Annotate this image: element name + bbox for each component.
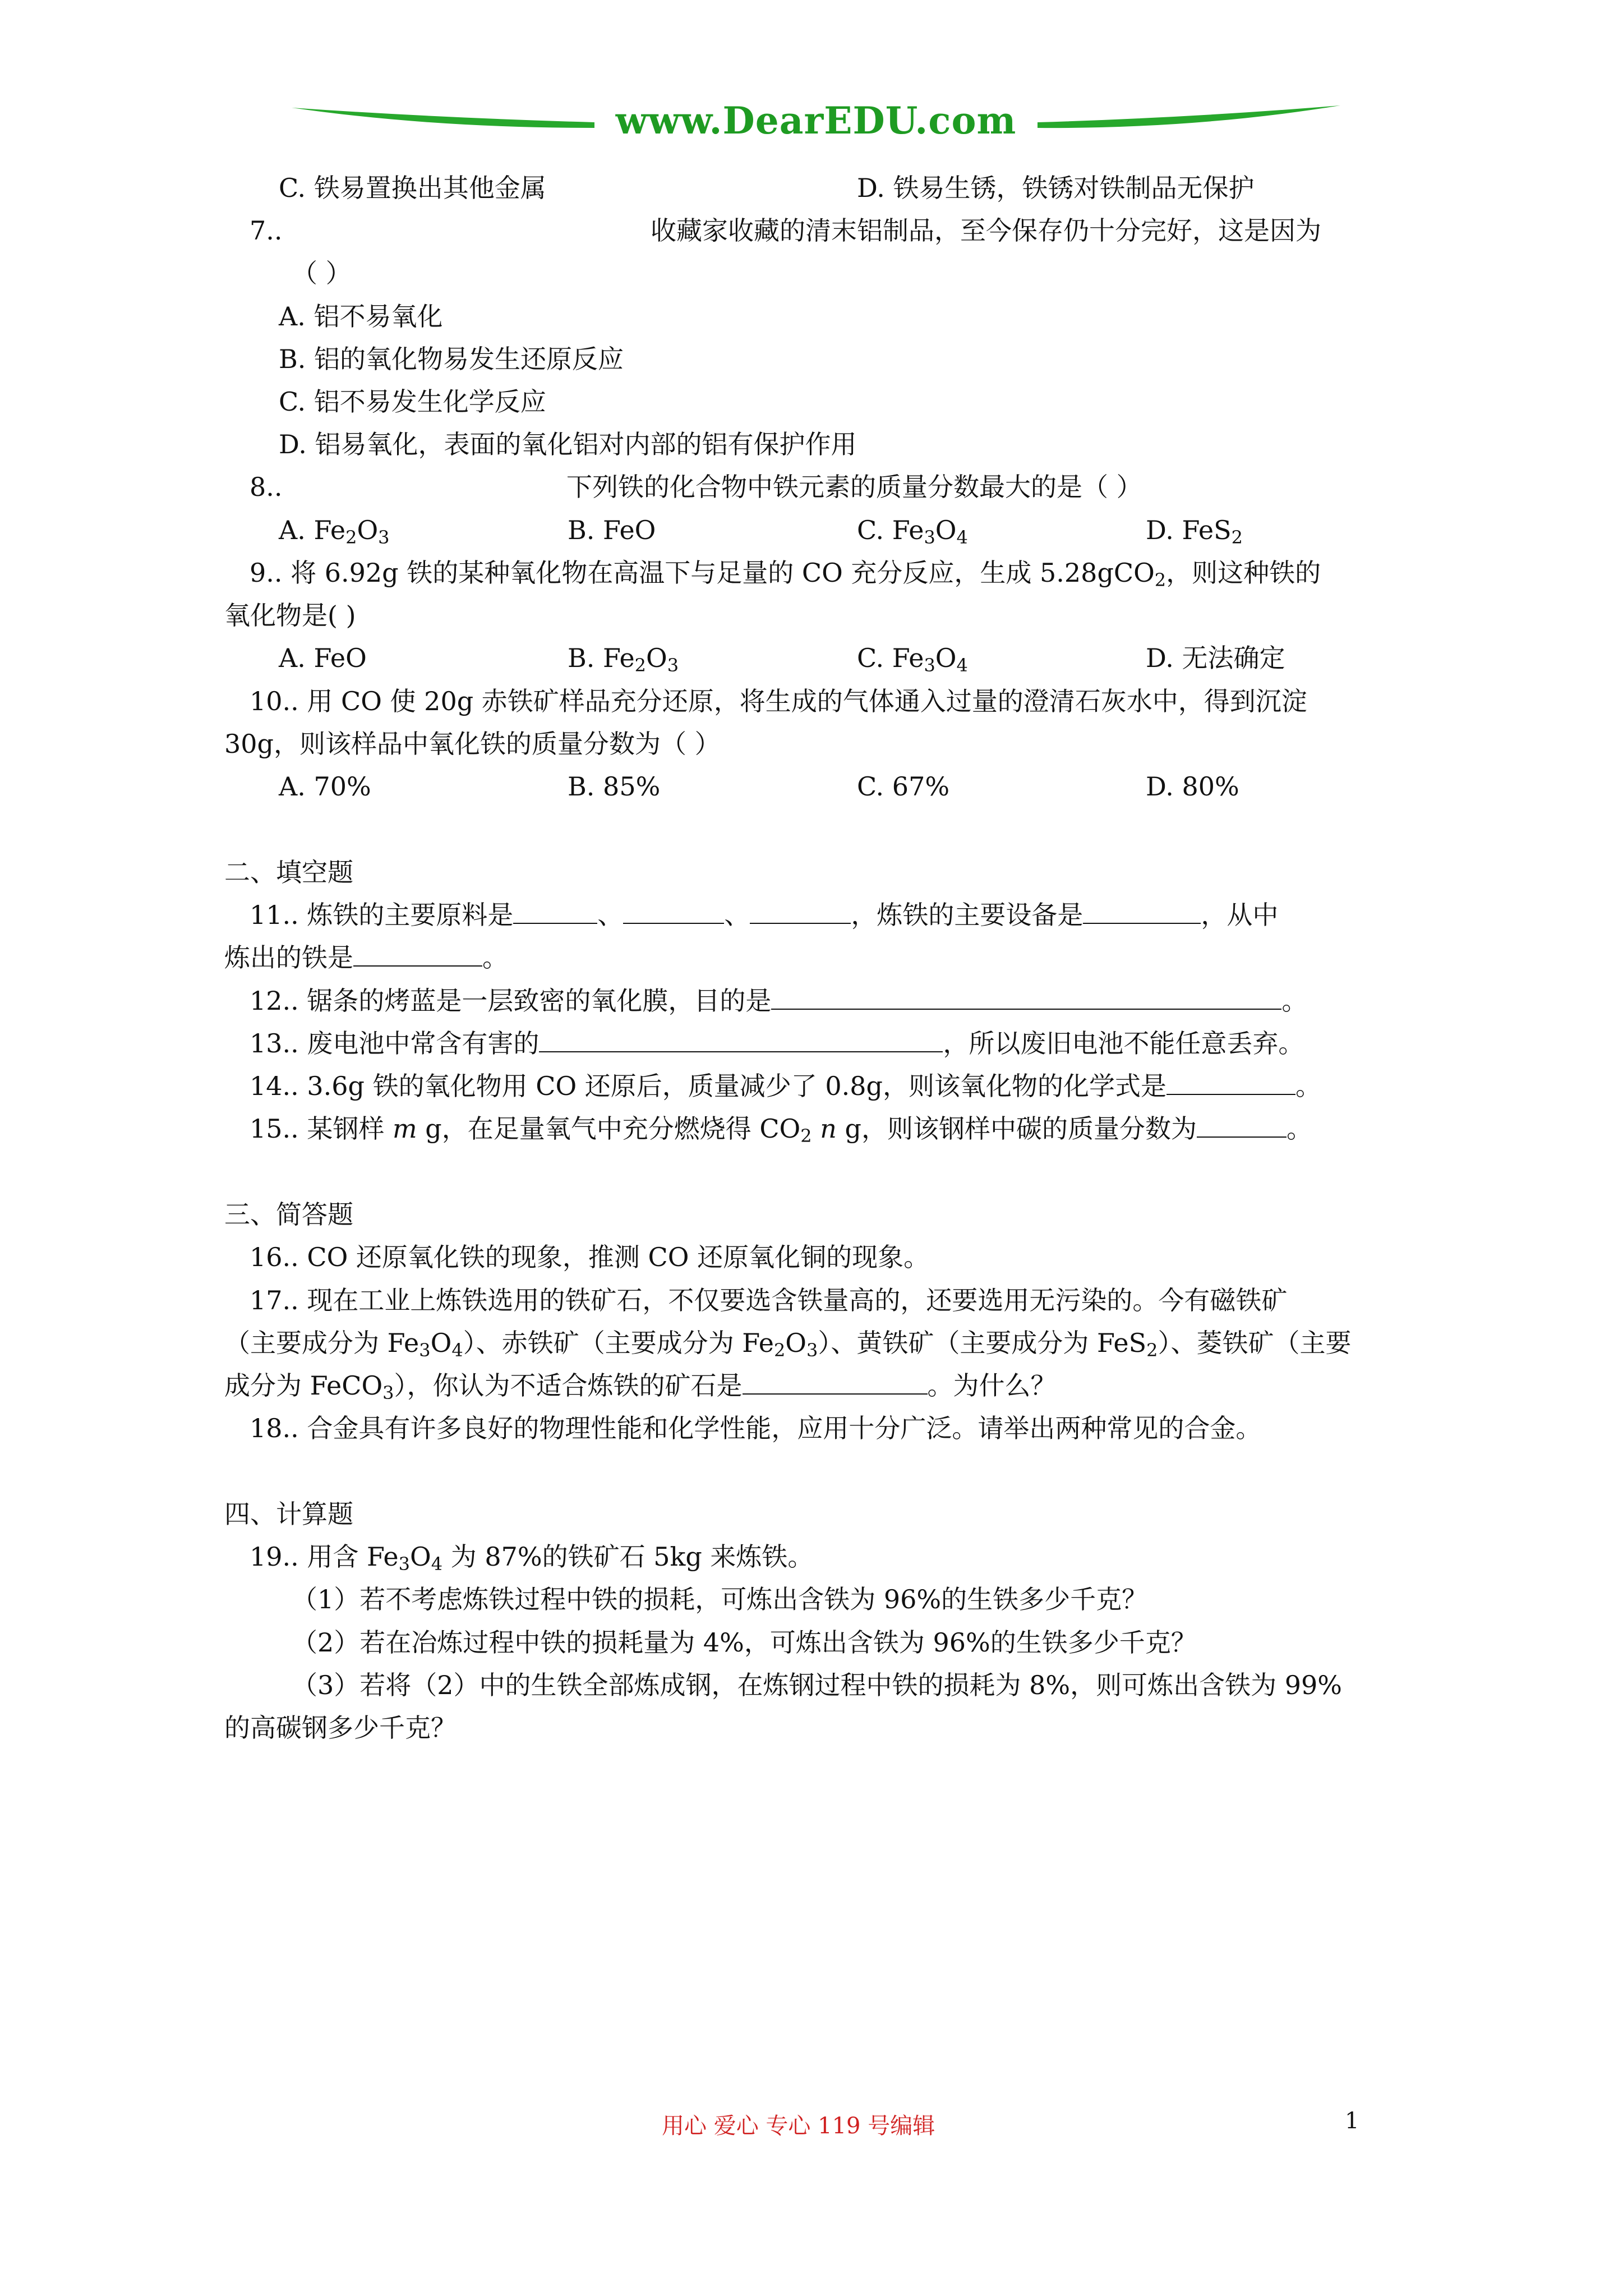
q19-sub3-line1: （3）若将（2）中的生铁全部炼成钢，在炼钢过程中铁的损耗为 8%，则可炼出含铁为 99%: [292, 1670, 1342, 1700]
q9-option-c: C. $Fe_3O_4$: [857, 643, 968, 676]
q8-number: 8..: [250, 472, 283, 502]
q19-sub2: （2）若在冶炼过程中铁的损耗量为 4%，可炼出含铁为 96%的生铁多少千克？: [292, 1627, 1197, 1658]
q10-option-d: D. 80%: [1146, 771, 1239, 802]
section-calculation-heading: 四、计算题: [224, 1499, 353, 1529]
q7-option-d: D. 铝易氧化，表面的氧化铝对内部的铝有保护作用: [279, 429, 857, 459]
page-number: 1: [1345, 2108, 1359, 2134]
q19-sub1: （1）若不考虑炼铁过程中铁的损耗，可炼出含铁为 96%的生铁多少千克？: [292, 1584, 1148, 1614]
q7-option-c: C. 铝不易发生化学反应: [279, 386, 546, 417]
q14: 14.. 3.6g 铁的氧化物用 CO 还原后，质量减少了 0.8g，则该氧化物的化学式是 。: [250, 1071, 1321, 1101]
q13: 13.. 废电池中常含有害的 ，所以废旧电池不能任意丢弃。: [250, 1028, 1304, 1059]
q7-option-b: B. 铝的氧化物易发生还原反应: [279, 344, 624, 374]
page-header: [292, 95, 1340, 157]
q9-line2: 氧化物是( ): [224, 600, 356, 631]
q6-option-d: D. 铁易生锈，铁锈对铁制品无保护: [857, 173, 1255, 203]
section-fill-in-heading: 二、填空题: [224, 857, 353, 887]
section-short-answer-heading: 三、简答题: [224, 1199, 353, 1230]
q10-option-b: B. 85%: [568, 771, 661, 802]
q17-line1: 17.. 现在工业上炼铁选用的铁矿石，不仅要选含铁量高的，还要选用无污染的。今有磁铁矿: [250, 1285, 1288, 1315]
q11-line2: 炼出的铁是 。: [224, 942, 508, 973]
q9-line1: 9.. 将 6.92g 铁的某种氧化物在高温下与足量的 CO 充分反应，生成 5.28gCO$_2$，则这种铁的: [250, 558, 1321, 591]
q16: 16.. CO 还原氧化铁的现象，推测 CO 还原氧化铜的现象。: [250, 1242, 930, 1272]
site-logo[interactable]: www.DearEDU.com: [615, 99, 1017, 142]
q10-option-a: A. 70%: [279, 771, 371, 802]
q12: 12.. 锯条的烤蓝是一层致密的氧化膜，目的是 。: [250, 986, 1308, 1016]
q7-text: 收藏家收藏的清末铝制品，至今保存仍十分完好，这是因为: [651, 215, 1321, 246]
q19-sub3-line2: 的高碳钢多少千克？: [224, 1713, 457, 1743]
q18: 18.. 合金具有许多良好的物理性能和化学性能，应用十分广泛。请举出两种常见的合金。: [250, 1413, 1262, 1443]
q8-option-b: B. FeO: [568, 515, 656, 545]
q19-intro: 19.. 用含 $Fe_3O_4$ 为 87%的铁矿石 5kg 来炼铁。: [250, 1542, 814, 1575]
q7-paren: （ ）: [292, 258, 352, 288]
q8-text: 下列铁的化合物中铁元素的质量分数最大的是（ ）: [566, 472, 1142, 502]
q8-option-c: C. $Fe_3O_4$: [857, 515, 968, 548]
q11-line1: 11.. 炼铁的主要原料是 、 、 ，炼铁的主要设备是 ，从中: [250, 900, 1279, 930]
q6-option-c: C. 铁易置换出其他金属: [279, 173, 546, 203]
q7-option-a: A. 铝不易氧化: [279, 301, 443, 332]
q17-line3: 成分为 FeCO$_3$），你认为不适合炼铁的矿石是 。为什么？: [224, 1370, 1057, 1404]
q15: 15.. 某钢样 m g，在足量氧气中充分燃烧得 $CO_2$ n g，则该钢样中碳的质量分数为 。: [250, 1114, 1312, 1147]
q10-option-c: C. 67%: [857, 771, 950, 802]
q8-option-a: A. $Fe_2O_3$: [279, 515, 390, 548]
page-footer: 用心 爱心 专心 119 号编辑: [662, 2113, 935, 2139]
q9-option-a: A. FeO: [279, 643, 367, 673]
q9-option-b: B. $Fe_2O_3$: [568, 643, 679, 676]
q7-number: 7..: [250, 215, 283, 246]
q8-option-d: D. FeS$_2$: [1146, 515, 1243, 548]
q17-line2: （主要成分为 $Fe_3O_4$）、赤铁矿（主要成分为 $Fe_2O_3$）、黄铁矿（主要成分为 FeS$_2$）、菱铁矿（主要: [224, 1328, 1352, 1361]
q9-option-d: D. 无法确定: [1146, 643, 1285, 673]
q10-line1: 10.. 用 CO 使 20g 赤铁矿样品充分还原，将生成的气体通入过量的澄清石灰水中，得到沉淀: [250, 686, 1307, 716]
q10-line2: 30g，则该样品中氧化铁的质量分数为（ ）: [224, 729, 721, 759]
